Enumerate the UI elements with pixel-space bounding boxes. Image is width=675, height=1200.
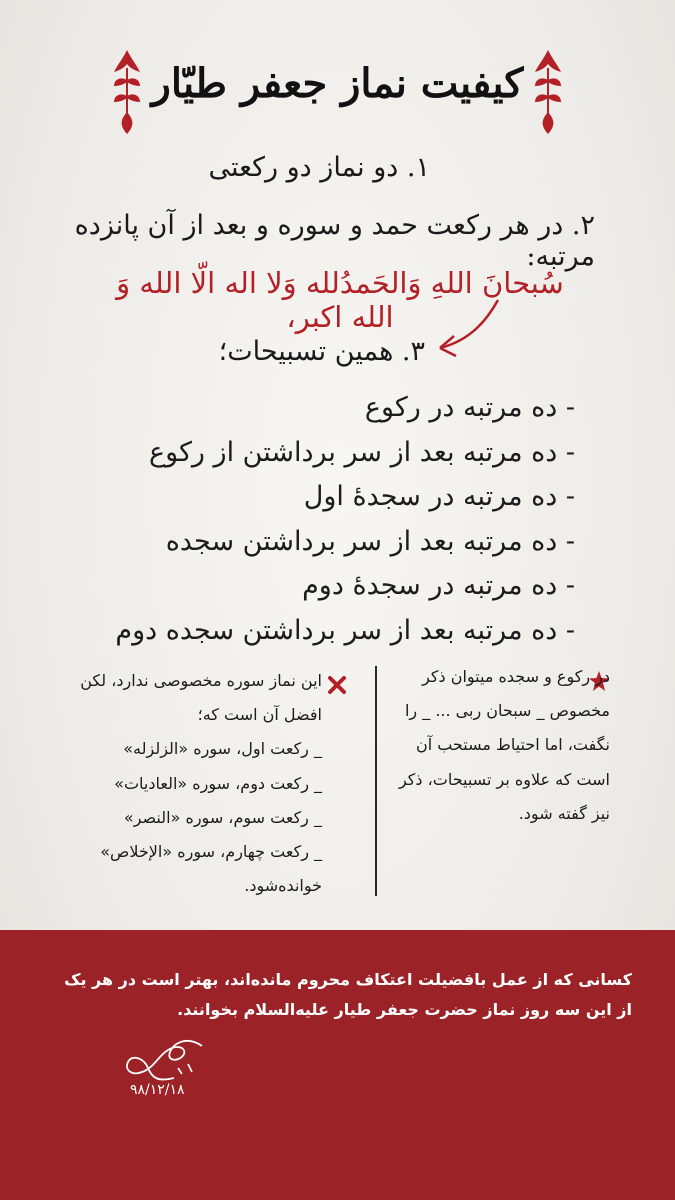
page-title: کیفیت نماز جعفر طیّار	[151, 60, 524, 107]
note-left-item: _ رکعت اول، سوره «الزلزله»	[123, 739, 322, 759]
title-block	[100, 46, 575, 126]
footer-banner	[0, 930, 675, 1200]
note-left-item: _ رکعت سوم، سوره «النصر»	[123, 807, 322, 827]
note-right-text: در رکوع و سجده میتوان ذکر مخصوص _ سبحان ربی ... _ را نگفت، اما احتیاط مستحب آن است که علاوه بر تسبیحات، ذکر نیز گفته شود.	[398, 667, 610, 823]
note-left	[60, 664, 322, 903]
note-left-outro: خوانده‌شود.	[244, 876, 322, 896]
tasbihat-text: سُبحانَ اللهِ وَالحَمدُلله وَلا اله الّا الله وَ الله اکبر،	[116, 266, 564, 334]
note-left-item: _ رکعت چهارم، سوره «الإخلاص»	[100, 842, 322, 862]
date-label: ۹۸/۱۲/۱۸	[130, 1082, 185, 1098]
step-two: ۲. در هر رکعت حمد و سوره و بعد از آن پانزده مرتبه:	[74, 210, 595, 272]
step-one: ۱. دو نماز دو رکعتی	[208, 152, 430, 183]
list-item: - ده مرتبه در سجدۀ دوم	[302, 570, 575, 602]
repetition-list	[115, 386, 575, 654]
footer-text: کسانی که از عمل بافضیلت اعتکاف محروم مانده‌اند، بهتر است در هر یک از این سه روز نماز حضرت جعفر طیار علیه‌السلام بخوانند.	[64, 970, 632, 1019]
list-item: - ده مرتبه بعد از سر برداشتن سجده دوم	[115, 614, 575, 646]
list-item: - ده مرتبه بعد از سر برداشتن سجده	[165, 525, 575, 557]
column-divider	[375, 666, 377, 896]
list-item: - ده مرتبه بعد از سر برداشتن از رکوع	[149, 436, 575, 468]
note-right	[392, 660, 610, 831]
list-item: - ده مرتبه در رکوع	[364, 392, 575, 423]
floral-ornament-icon	[531, 46, 565, 136]
cross-icon	[326, 674, 348, 696]
note-left-intro: این نماز سوره مخصوصی ندارد، لکن افضل آن است که؛	[80, 671, 322, 725]
arrow-icon	[432, 296, 502, 366]
note-left-item: _ رکعت دوم، سوره «العادیات»	[114, 773, 322, 793]
step-three: ۳. همین تسبیحات؛	[218, 336, 425, 367]
list-item: - ده مرتبه در سجدۀ اول	[303, 481, 575, 513]
